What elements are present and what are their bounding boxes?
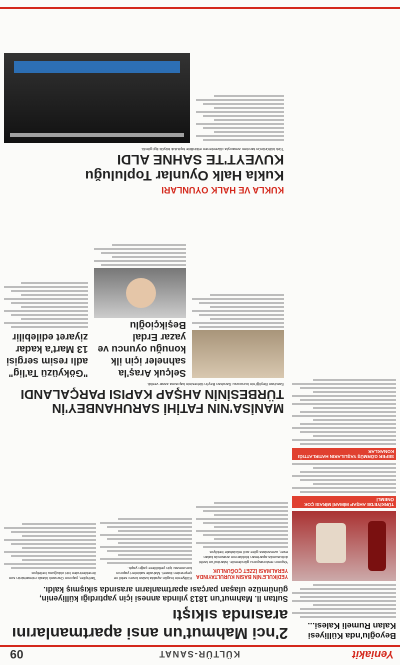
text-line (292, 427, 396, 429)
stage-photo (4, 53, 190, 143)
text-line (300, 491, 396, 493)
text-line (292, 463, 396, 465)
text-line (313, 483, 396, 485)
article-column (100, 516, 192, 581)
photo-figure (316, 523, 346, 563)
text-line (292, 415, 396, 417)
section-title: KÜLTÜR-SANAT (158, 649, 240, 659)
text-line (300, 479, 396, 481)
column-text: Yapının restorasyonu gündemde. İstanbul'un tarihi dokusunda apartman bloklarının arasında kalan eser, uzmanlara göre acil müdahale bekliyor. (199, 550, 288, 565)
page-number: 09 (10, 647, 24, 661)
text-line (292, 395, 396, 397)
article-column (196, 500, 288, 581)
main-subhead: Sultan II. Mahmut'un 1813 yılında annesi için yaptırdığı külliyenin, günümüze ulaşan parçası apartmanların arasında sıkışmış kaldı. (39, 585, 288, 603)
text-line (292, 383, 396, 385)
text-line (313, 419, 396, 421)
text-line (300, 608, 396, 610)
sidebar-kicker: TÜRKİYE'DE AHŞAP MİMARİ MİRASI ÇOK ÖNEMLİ (292, 496, 396, 508)
sidebar-photo (292, 511, 396, 581)
mid-headline: MANİSA'NIN FATİHİ SARUHANBEY'İN TÜRBESİNİN AHŞAP KAPISI PARÇALANDI (20, 387, 284, 416)
text-line (300, 399, 396, 401)
article-column (4, 521, 96, 581)
kicker: YEDİKULE'NİN BASIN KURULTAYINDA YERALMASI İZZET ÇOĞUNLUK (196, 567, 288, 579)
text-line (313, 379, 396, 381)
bottom-article (4, 53, 284, 195)
text-line (313, 584, 396, 586)
bottom-headline: Kukla Halk Oyunlar Topluluğu KUVEYT'TE SAHNE ALDI (85, 152, 284, 184)
text-line (292, 439, 396, 441)
text-line (300, 596, 396, 598)
text-line (300, 471, 396, 473)
exhibition-headline: "Gökyüzü Ta'lig" adlı resim sergisi 13 Mart'a kadar ziyaret edilebilir (6, 331, 88, 378)
text-line (313, 407, 396, 409)
text-line (300, 443, 396, 445)
text-line (313, 391, 396, 393)
text-line (300, 588, 396, 590)
text-line (292, 600, 396, 602)
column-text: Külliyenin bugün ayakta kalan kısmı sebil ve çeşmeden ibaret. Mahalle sakinleri yapının korunması için yetkililere çağrı yaptı. (113, 566, 192, 581)
text-line (292, 487, 396, 489)
portrait-photo (94, 268, 186, 318)
sidebar-kicker: SEFER GÖRMÜŞ YAŞLILARIN HATIRLATTIĞI KONAKLAR (292, 448, 396, 460)
main-headline: 2'nci Mahmut'un ansi apartmanlarını arasında sıkıştı (11, 606, 288, 641)
column-text: Tarihçiler, yapının Osmanlı klasik mimarisinin son örneklerinden biri olduğunu belirtiyor. (8, 571, 96, 581)
mid-article (4, 242, 284, 415)
text-line (300, 411, 396, 413)
tomb-door-photo (192, 330, 284, 378)
footer-divider (0, 7, 400, 9)
text-line (292, 592, 396, 594)
bottom-subhead: Türk kültürünün tanıtımı amacıyla düzenlenen etkinlikte topluluk büyük ilgi gördü. (141, 147, 284, 152)
text-line (313, 467, 396, 469)
mid-subhead: Saruhan Beyliği'nin kurucusu Saruhan Bey'in türbesinin kapısına zarar verildi. (146, 382, 284, 387)
photo-figure (368, 521, 386, 571)
text-line (300, 423, 396, 425)
interview-headline: Selçuk Araş'la sahneler için ilk konuğu oyuncu ve yazar Erdal Beşikçioğlu (97, 319, 186, 378)
text-line (300, 387, 396, 389)
header-divider (0, 645, 400, 647)
text-line (292, 475, 396, 477)
sidebar-title: Beyoğlu'nda Külliyesi Kalan Rumeli Kalesi... (307, 621, 396, 641)
bottom-kicker: KUKLA VE HALK OYUNLARI (161, 185, 284, 195)
sidebar-column (292, 5, 396, 641)
text-line (313, 604, 396, 606)
text-line (300, 431, 396, 433)
text-line (300, 616, 396, 618)
text-line (292, 612, 396, 614)
text-line (313, 435, 396, 437)
text-line (292, 403, 396, 405)
brand-logo: Yeniakit (352, 648, 394, 660)
